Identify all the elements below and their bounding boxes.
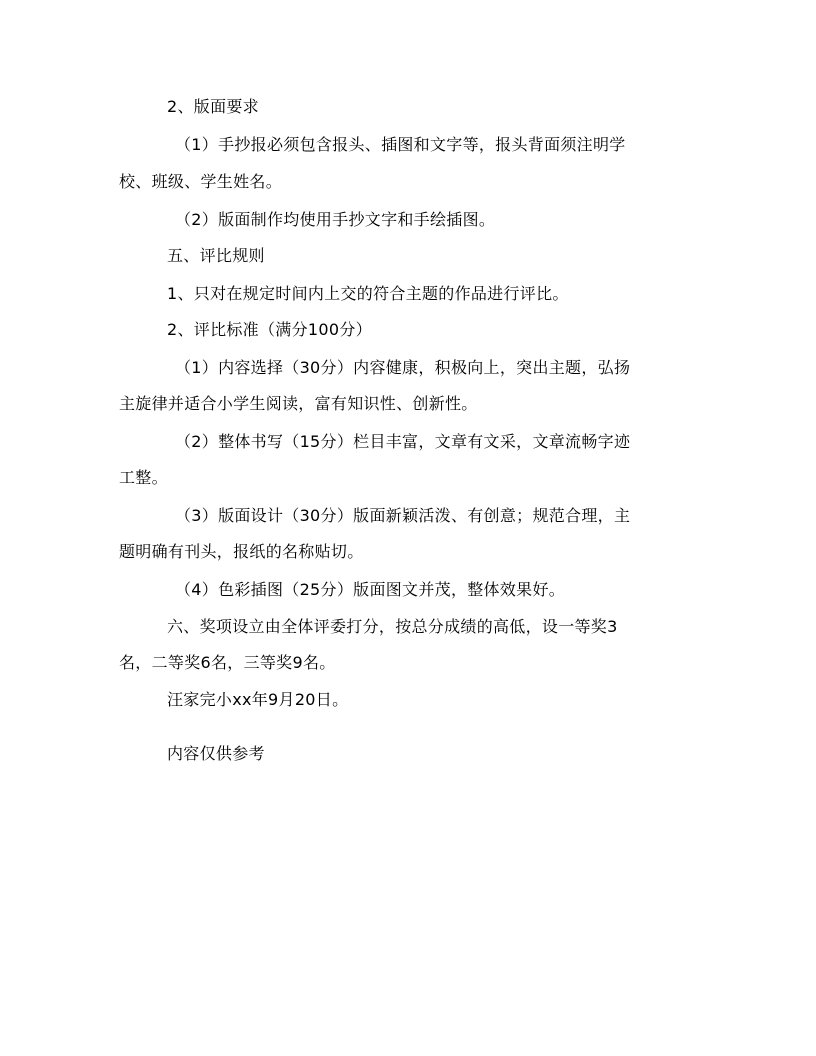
footer-reference-note: 内容仅供参考 [167,744,265,763]
paragraph-line: （3）版面设计（30分）版面新颖活泼、有创意；规范合理，主 [175,506,631,525]
paragraph-line: 工整。 [119,468,168,487]
section-heading-judging-criteria: 2、评比标准（满分100分） [167,320,372,339]
paragraph-line: （1）手抄报必须包含报头、插图和文字等，报头背面须注明学 [175,135,626,154]
paragraph-line: 六、奖项设立由全体评委打分，按总分成绩的高低，设一等奖3 [167,617,618,636]
section-heading-layout-requirements: 2、版面要求 [167,97,259,116]
paragraph-line: 校、班级、学生姓名。 [119,172,283,191]
paragraph-line: 题明确有刊头，报纸的名称贴切。 [119,542,364,561]
date-signature-line: 汪家完小xx年9月20日。 [167,690,349,709]
paragraph-line: （1）内容选择（30分）内容健康，积极向上，突出主题，弘扬 [175,358,631,377]
paragraph-line: 主旋律并适合小学生阅读，富有知识性、创新性。 [119,394,478,413]
paragraph-line: （4）色彩插图（25分）版面图文并茂，整体效果好。 [175,580,566,599]
paragraph-line: 名，二等奖6名，三等奖9名。 [119,653,336,672]
paragraph-line: 1、只对在规定时间内上交的符合主题的作品进行评比。 [167,284,569,303]
paragraph-line: （2）版面制作均使用手抄文字和手绘插图。 [175,210,496,229]
paragraph-line: （2）整体书写（15分）栏目丰富，文章有文采，文章流畅字迹 [175,432,631,451]
section-heading-judging-rules: 五、评比规则 [167,246,265,265]
